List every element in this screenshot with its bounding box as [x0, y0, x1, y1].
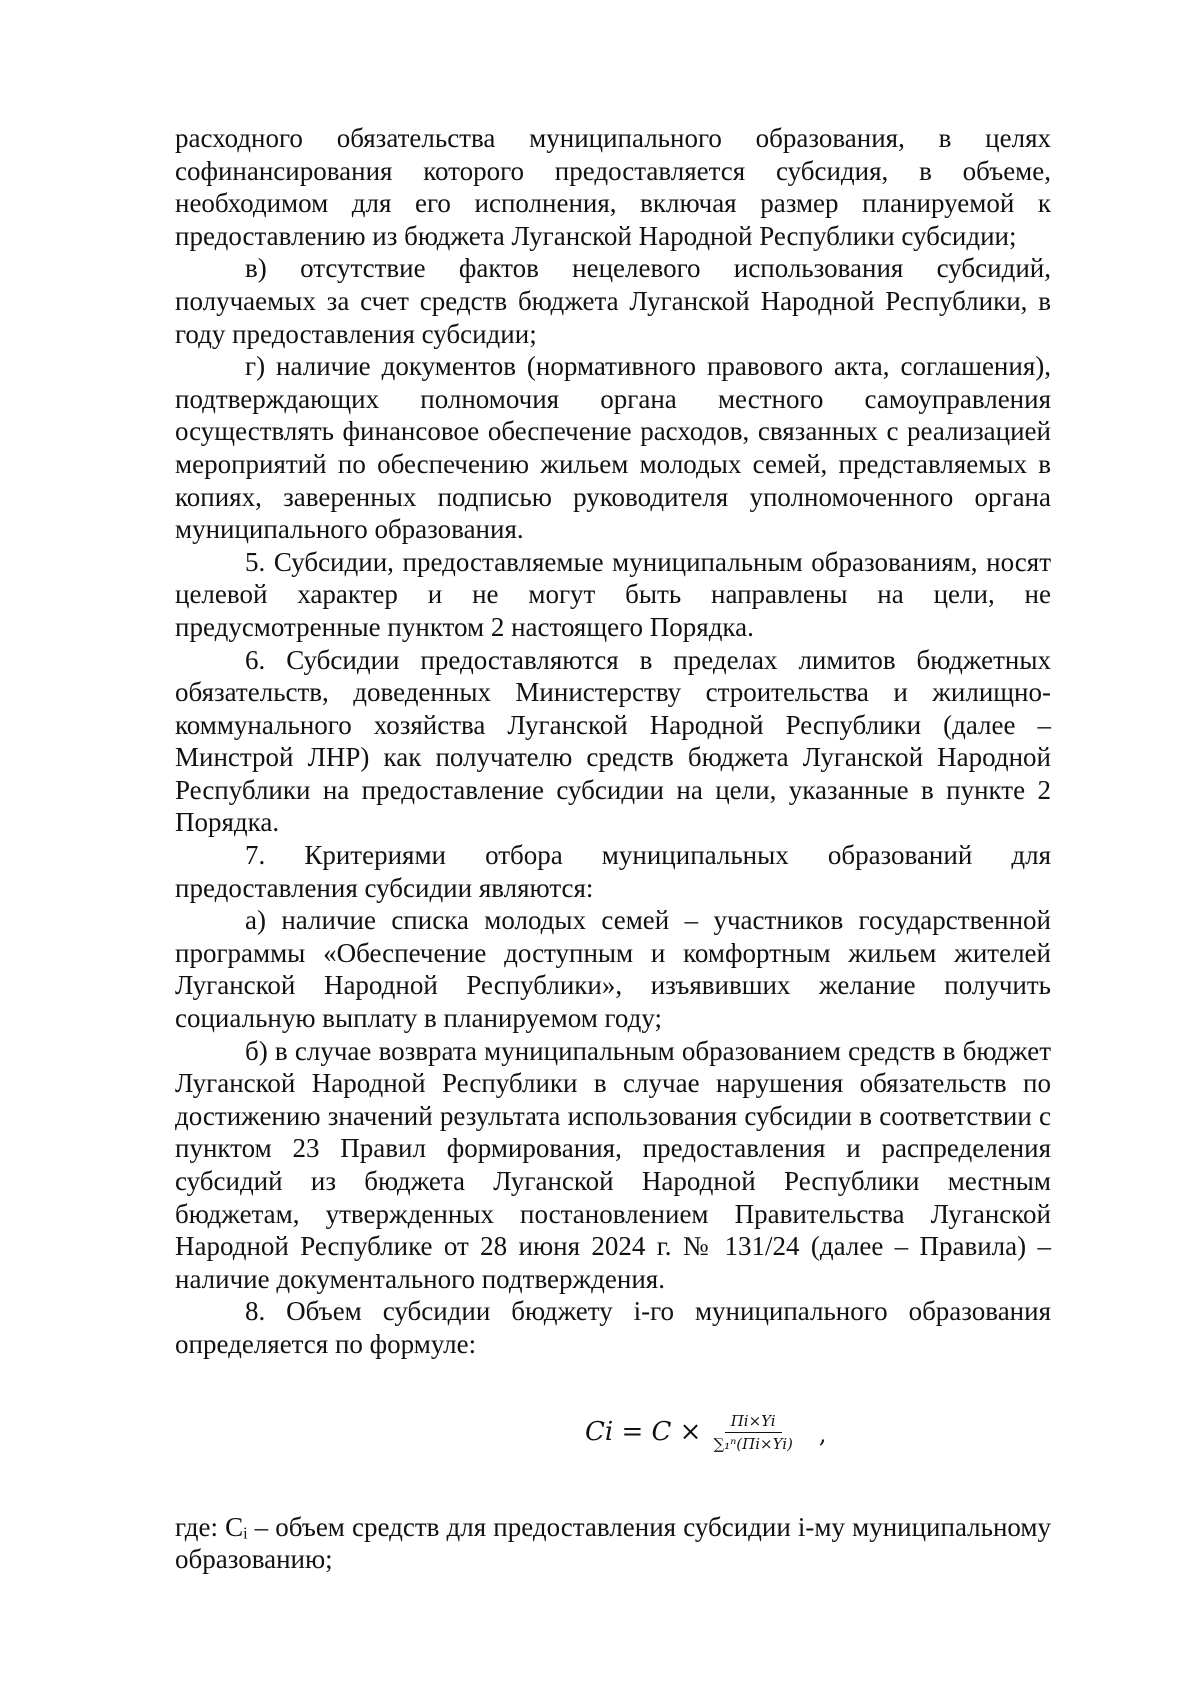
paragraph-4: 5. Субсидии, предоставляемые муниципальным образованиям, носят целевой характер и не могут быть направлены на цели, не предусмотренные пунктом 2 настоящего Порядка. [175, 546, 1051, 642]
formula-denominator: ∑₁ⁿ(Пi×Yi) [713, 1435, 793, 1454]
paragraph-6: 7. Критериями отбора муниципальных образований для предоставления субсидии являются: [175, 840, 1051, 903]
paragraph-2: в) отсутствие фактов нецелевого использования субсидий, получаемых за счет средств бюджета Луганской Народной Республики, в году предоставления субсидии; [175, 253, 1051, 349]
paragraph-5: 6. Субсидии предоставляются в пределах лимитов бюджетных обязательств, доведенных Министерству строительства и жилищно-коммунального хозяйства Луганской Народной Республики (далее – Минстрой ЛНР) как получателю средств бюджета Луганской Народной Республики на предоставление субсидии на цели, указанные в пункте 2 Порядка. [175, 644, 1051, 838]
formula-block [175, 1401, 1051, 1465]
formula-comma: , [818, 1420, 827, 1449]
document-page [175, 122, 1051, 1576]
paragraph-8: б) в случае возврата муниципальным образованием средств в бюджет Луганской Народной Республики в случае нарушения обязательств по достижению значений результата использования субсидии в соответствии с пунктом 23 Правил формирования, предоставления и распределения субсидий из бюджета Луганской Народной Республики местным бюджетам, утвержденных постановлением Правительства Луганской Народной Республике от 28 июня 2024 г. № 131/24 (далее – Правила) – наличие документального подтверждения. [175, 1035, 1051, 1294]
paragraph-7: а) наличие списка молодых семей – участников государственной программы «Обеспечение доступным и комфортным жильем жителей Луганской Народной Республики», изъявивших желание получить социальную выплату в планируемом году; [175, 905, 1051, 1034]
paragraph-3: г) наличие документов (нормативного правового акта, соглашения), подтверждающих полномочия органа местного самоуправления осуществлять финансовое обеспечение расходов, связанных с реализацией мероприятий по обеспечению жильем молодых семей, представляемых в копиях, заверенных подписью руководителя уполномоченного органа муниципального образования. [175, 351, 1051, 545]
formula-lhs: Ci = C × [585, 1417, 702, 1448]
definition-ci: где: Cᵢ – объем средств для предоставления субсидии i-му муниципальному образованию; [175, 1511, 1051, 1575]
subsidy-formula [585, 1401, 827, 1465]
formula-fraction [709, 1410, 796, 1455]
paragraph-9: 8. Объем субсидии бюджету i-го муниципального образования определяется по формуле: [175, 1296, 1051, 1359]
formula-numerator: Пi×Yi [725, 1410, 782, 1433]
paragraph-1: расходного обязательства муниципального образования, в целях софинансирования которого предоставляется субсидия, в объеме, необходимом для его исполнения, включая размер планируемой к предоставлению из бюджета Луганской Народной Республики субсидии; [175, 123, 1051, 251]
